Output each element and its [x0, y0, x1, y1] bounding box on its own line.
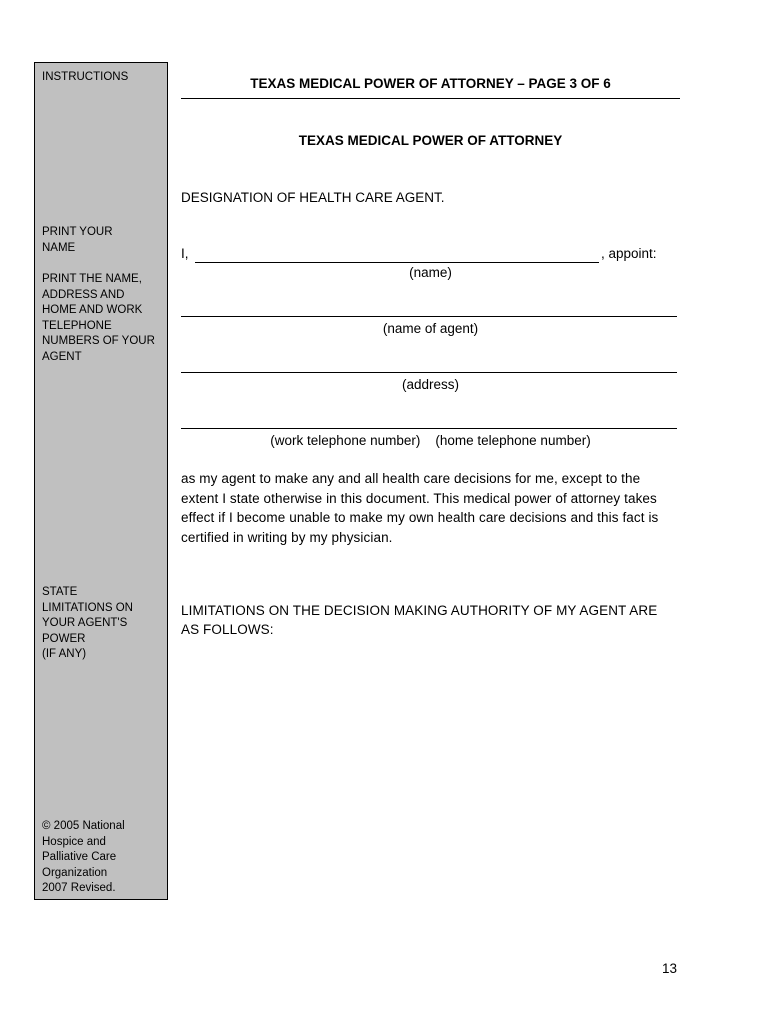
principal-name-field[interactable]	[195, 246, 599, 263]
principal-name-row	[181, 246, 677, 266]
page-header-title: TEXAS MEDICAL POWER OF ATTORNEY – PAGE 3 OF 6	[181, 76, 680, 99]
agent-name-caption: (name of agent)	[382, 321, 479, 336]
sidebar-copyright: © 2005 National Hospice and Palliative Care Organization 2007 Revised.	[42, 820, 125, 894]
instructions-sidebar	[34, 62, 168, 900]
designation-heading: DESIGNATION OF HEALTH CARE AGENT.	[181, 190, 445, 205]
agent-phone-field[interactable]	[181, 428, 677, 429]
sidebar-print-your-name: PRINT YOUR NAME	[42, 226, 113, 254]
document-title: TEXAS MEDICAL POWER OF ATTORNEY	[298, 133, 563, 148]
name-caption: (name)	[409, 265, 452, 280]
sidebar-print-agent-info: PRINT THE NAME, ADDRESS AND HOME AND WORK TELEPHONE NUMBERS OF YOUR AGENT	[42, 273, 155, 363]
limitations-heading: LIMITATIONS ON THE DECISION MAKING AUTHORITY OF MY AGENT ARE AS FOLLOWS:	[181, 603, 658, 637]
appoint-text: , appoint:	[601, 246, 657, 261]
sidebar-state-limitations: STATE LIMITATIONS ON YOUR AGENT'S POWER (IF ANY)	[42, 586, 133, 660]
agent-authority-paragraph: as my agent to make any and all health care decisions for me, except to the extent I state otherwise in this document. This medical power of attorney takes effect if I become unable to make my own health care decisions and this fact is certified in writing by my physician.	[181, 471, 659, 545]
address-caption: (address)	[401, 377, 460, 392]
phone-caption: (work telephone number) (home telephone number)	[270, 433, 591, 448]
agent-name-field[interactable]	[181, 316, 677, 317]
page-number: 13	[662, 961, 678, 976]
i-prefix: I,	[181, 246, 189, 261]
sidebar-instructions-label: INSTRUCTIONS	[42, 71, 129, 83]
agent-address-field[interactable]	[181, 372, 677, 373]
